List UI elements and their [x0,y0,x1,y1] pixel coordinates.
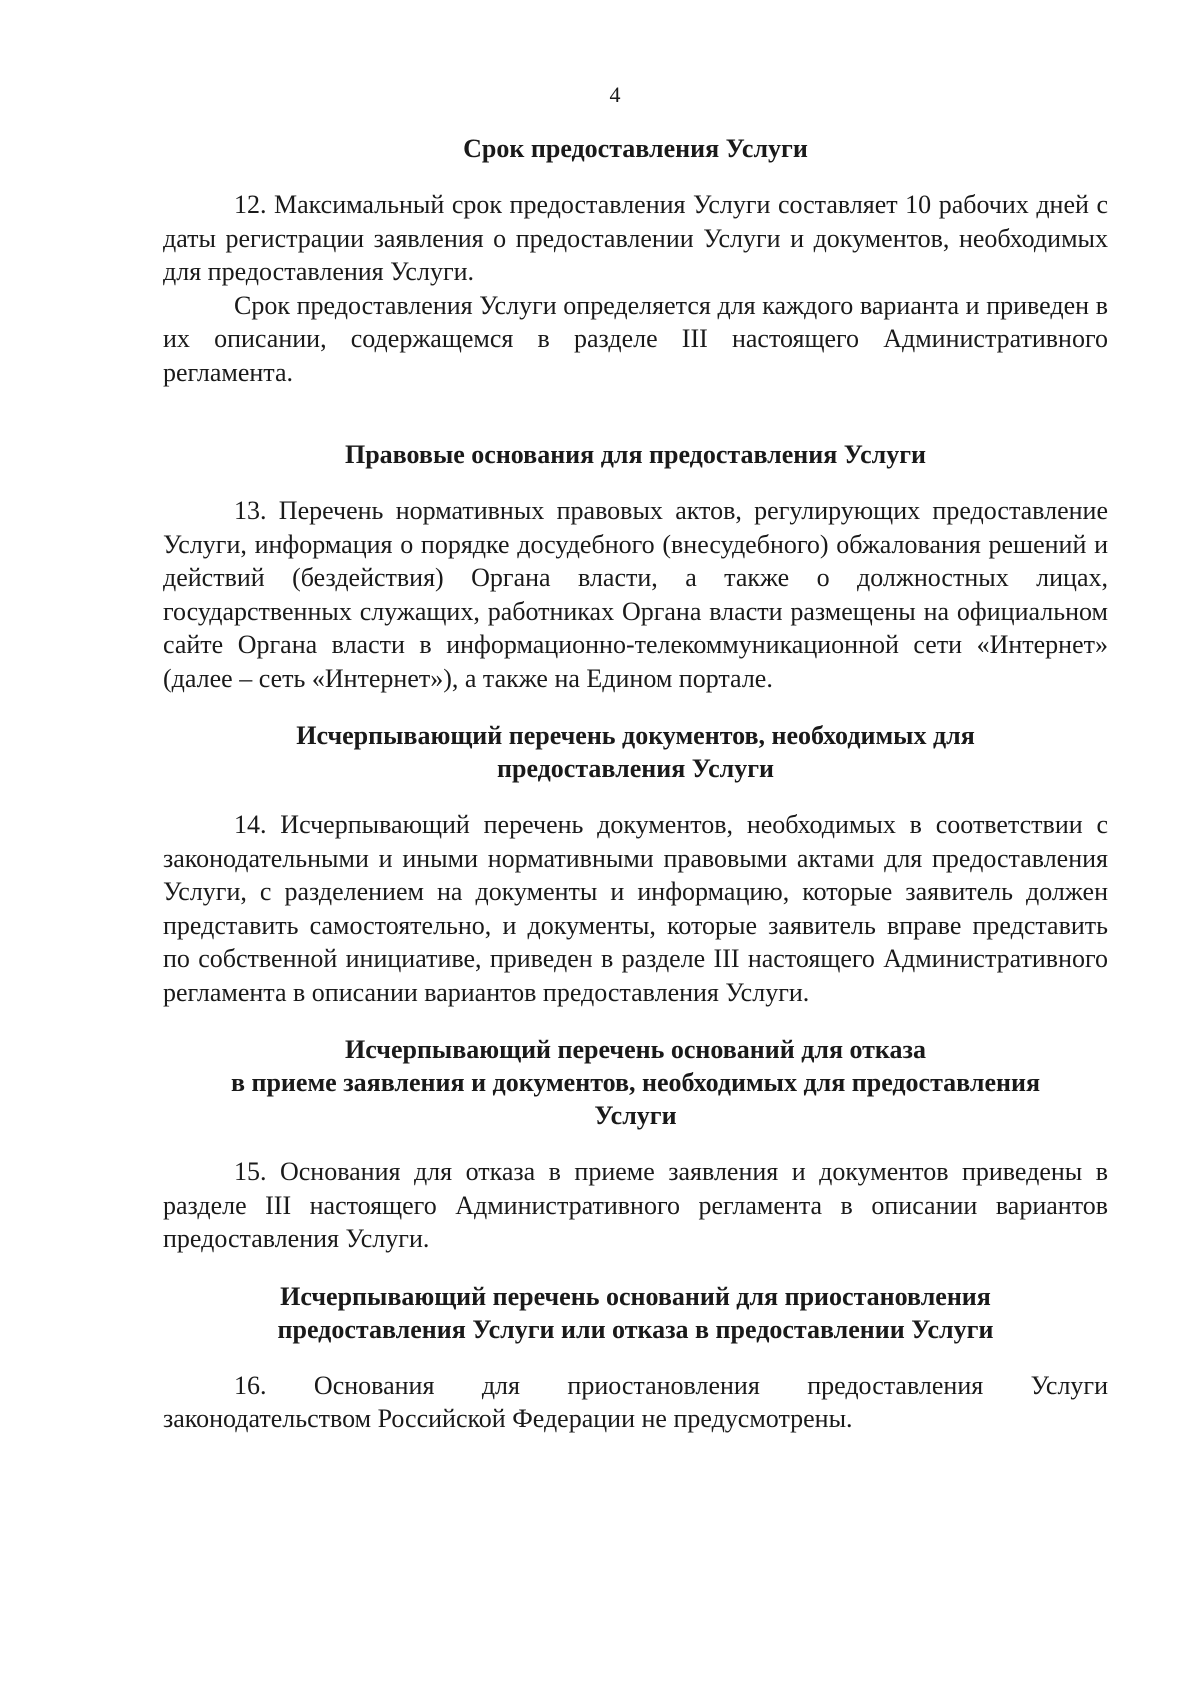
paragraph-13: 13. Перечень нормативных правовых актов, регулирующих предоставление Услуги, информация о порядке досудебного (внесудебного) обжалования решений и действий (бездействия) Органа власти, а также о должностных лицах, государственных служащих, работниках Органа власти размещены на официальном сайте Органа власти в информационно-телекоммуникационной сети «Интернет» (далее – сеть «Интернет»), а также на Едином портале. [163,496,1108,693]
section-legal-basis [163,438,1108,695]
section-suspension-grounds [163,1280,1108,1436]
paragraph-16: 16. Основания для приостановления предоставления Услуги законодательством Российской Федерации не предусмотрены. [163,1370,1108,1433]
heading-line: Срок предоставления Услуги [463,134,808,163]
paragraph-15: 15. Основания для отказа в приеме заявления и документов приведены в разделе III настоящего Административного регламента в описании вариантов предоставления Услуги. [163,1157,1108,1253]
section-documents-list [163,719,1108,1009]
paragraph-12-cont: Срок предоставления Услуги определяется для каждого варианта и приведен в их описании, содержащемся в разделе III настоящего Административного регламента. [163,290,1108,387]
paragraph-12: 12. Максимальный срок предоставления Услуги составляет 10 рабочих дней с даты регистрации заявления о предоставлении Услуги и документов, необходимых для предоставления Услуги. [163,190,1108,286]
section-heading [163,1033,1108,1132]
heading-line: Исчерпывающий перечень документов, необходимых для [296,721,975,750]
heading-line: предоставления Услуги [497,754,774,783]
section-heading [163,719,1108,785]
page-number: 4 [609,82,621,107]
section-heading [163,438,1108,471]
section-refusal-grounds [163,1033,1108,1256]
heading-line: Исчерпывающий перечень оснований для отказа [345,1035,926,1064]
document-body [163,132,1108,1436]
heading-line: Правовые основания для предоставления Услуги [345,440,926,469]
heading-line: Исчерпывающий перечень оснований для приостановления [280,1281,991,1311]
paragraph-14: 14. Исчерпывающий перечень документов, необходимых в соответствии с законодательными и иными нормативными правовыми актами для предоставления Услуги, с разделением на документы и информацию, которые заявитель должен представить самостоятельно, и документы, которые заявитель вправе представить по собственной инициативе, приведен в разделе III настоящего Административного регламента в описании вариантов предоставления Услуги. [163,810,1108,1007]
heading-line: в приеме заявления и документов, необходимых для предоставления [230,1068,1041,1097]
section-heading [163,1280,1108,1346]
heading-line: предоставления Услуги или отказа в предоставлении Услуги [277,1314,994,1344]
section-heading [163,132,1108,165]
heading-line: Услуги [594,1101,677,1130]
section-term [163,132,1108,389]
